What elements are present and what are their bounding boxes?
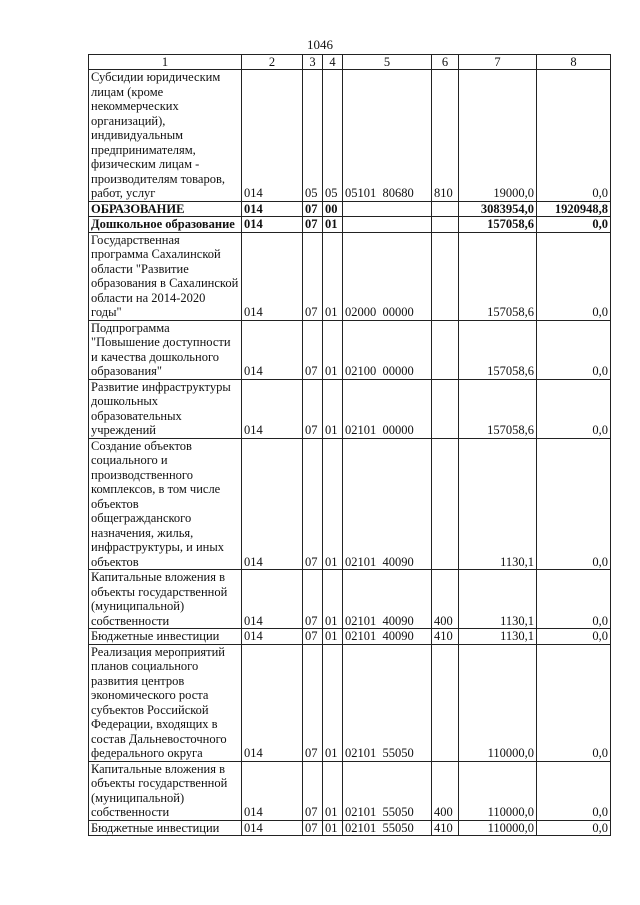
row-code-section: 07 — [303, 629, 323, 645]
row-code-expense-type — [432, 217, 459, 233]
row-name: Бюджетные инвестиции — [89, 629, 242, 645]
row-code-subsection: 01 — [323, 570, 343, 629]
table-row — [89, 379, 611, 438]
row-name: Реализация мероприятий планов социального развития центров экономического роста субъектов Российской Федерации, входящих в состав Дальневосточного федерального округа — [89, 644, 242, 761]
row-amount-total: 1130,1 — [459, 629, 537, 645]
table-row — [89, 217, 611, 233]
row-code-section: 05 — [303, 70, 323, 202]
row-code-subsection: 01 — [323, 629, 343, 645]
row-code-ministry: 014 — [242, 570, 303, 629]
row-amount-federal: 0,0 — [537, 438, 611, 570]
row-code-ministry: 014 — [242, 70, 303, 202]
row-code-subsection: 05 — [323, 70, 343, 202]
row-code-target-article: 02000 00000 — [343, 232, 432, 320]
row-name: Развитие инфраструктуры дошкольных образовательных учреждений — [89, 379, 242, 438]
table-row — [89, 201, 611, 217]
row-code-ministry: 014 — [242, 629, 303, 645]
table-row — [89, 761, 611, 820]
row-code-section: 07 — [303, 201, 323, 217]
row-amount-total: 1130,1 — [459, 438, 537, 570]
row-code-subsection: 01 — [323, 217, 343, 233]
row-code-target-article: 02101 00000 — [343, 379, 432, 438]
table-row — [89, 629, 611, 645]
row-code-expense-type: 810 — [432, 70, 459, 202]
row-code-ministry: 014 — [242, 201, 303, 217]
row-code-subsection: 01 — [323, 320, 343, 379]
column-header: 6 — [432, 55, 459, 70]
row-code-ministry: 014 — [242, 438, 303, 570]
row-amount-total: 3083954,0 — [459, 201, 537, 217]
table-row — [89, 820, 611, 836]
row-code-ministry: 014 — [242, 644, 303, 761]
row-code-section: 07 — [303, 379, 323, 438]
row-code-subsection: 01 — [323, 820, 343, 836]
row-amount-federal: 0,0 — [537, 570, 611, 629]
row-name: Капитальные вложения в объекты государственной (муниципальной) собственности — [89, 570, 242, 629]
row-code-expense-type — [432, 644, 459, 761]
row-code-target-article — [343, 201, 432, 217]
column-header: 7 — [459, 55, 537, 70]
row-amount-federal: 0,0 — [537, 70, 611, 202]
column-header: 8 — [537, 55, 611, 70]
row-name: Капитальные вложения в объекты государственной (муниципальной) собственности — [89, 761, 242, 820]
row-code-target-article — [343, 217, 432, 233]
row-name: ОБРАЗОВАНИЕ — [89, 201, 242, 217]
row-amount-total: 157058,6 — [459, 232, 537, 320]
row-code-ministry: 014 — [242, 820, 303, 836]
row-code-expense-type — [432, 201, 459, 217]
row-code-target-article: 02101 55050 — [343, 644, 432, 761]
row-code-ministry: 014 — [242, 320, 303, 379]
row-code-target-article: 02101 40090 — [343, 570, 432, 629]
row-code-target-article: 02101 40090 — [343, 629, 432, 645]
row-code-target-article: 02101 40090 — [343, 438, 432, 570]
row-amount-federal: 0,0 — [537, 761, 611, 820]
row-amount-total: 110000,0 — [459, 761, 537, 820]
table-row — [89, 570, 611, 629]
row-code-expense-type — [432, 379, 459, 438]
row-code-target-article: 02101 55050 — [343, 820, 432, 836]
row-code-target-article: 02101 55050 — [343, 761, 432, 820]
row-name: Дошкольное образование — [89, 217, 242, 233]
table-row — [89, 644, 611, 761]
row-amount-federal: 0,0 — [537, 644, 611, 761]
row-code-section: 07 — [303, 320, 323, 379]
row-code-section: 07 — [303, 232, 323, 320]
row-code-section: 07 — [303, 644, 323, 761]
row-code-ministry: 014 — [242, 217, 303, 233]
row-name: Государственная программа Сахалинской области "Развитие образования в Сахалинской области на 2014-2020 годы" — [89, 232, 242, 320]
row-amount-federal: 0,0 — [537, 820, 611, 836]
row-amount-total: 19000,0 — [459, 70, 537, 202]
row-name: Создание объектов социального и производственного комплексов, в том числе объектов общегражданского назначения, жилья, инфраструктуры, и иных объектов — [89, 438, 242, 570]
row-code-section: 07 — [303, 820, 323, 836]
row-amount-federal: 0,0 — [537, 379, 611, 438]
column-header: 2 — [242, 55, 303, 70]
row-name: Субсидии юридическим лицам (кроме некоммерческих организаций), индивидуальным предпринимателям, физическим лицам - производителям товаров, работ, услуг — [89, 70, 242, 202]
row-code-expense-type: 400 — [432, 570, 459, 629]
row-code-ministry: 014 — [242, 379, 303, 438]
row-code-subsection: 01 — [323, 232, 343, 320]
row-code-section: 07 — [303, 217, 323, 233]
row-code-section: 07 — [303, 570, 323, 629]
row-amount-total: 157058,6 — [459, 217, 537, 233]
row-code-subsection: 01 — [323, 644, 343, 761]
row-code-expense-type — [432, 232, 459, 320]
row-amount-federal: 1920948,8 — [537, 201, 611, 217]
row-code-expense-type: 410 — [432, 820, 459, 836]
row-code-target-article: 05101 80680 — [343, 70, 432, 202]
column-header: 5 — [343, 55, 432, 70]
row-code-subsection: 01 — [323, 438, 343, 570]
row-amount-total: 157058,6 — [459, 379, 537, 438]
row-code-section: 07 — [303, 761, 323, 820]
row-name: Бюджетные инвестиции — [89, 820, 242, 836]
row-code-expense-type: 400 — [432, 761, 459, 820]
row-amount-total: 157058,6 — [459, 320, 537, 379]
column-header: 3 — [303, 55, 323, 70]
row-amount-total: 110000,0 — [459, 820, 537, 836]
row-code-subsection: 01 — [323, 761, 343, 820]
column-header: 1 — [89, 55, 242, 70]
row-code-expense-type: 410 — [432, 629, 459, 645]
row-name: Подпрограмма "Повышение доступности и качества дошкольного образования" — [89, 320, 242, 379]
budget-table — [88, 54, 611, 836]
row-amount-federal: 0,0 — [537, 629, 611, 645]
row-code-target-article: 02100 00000 — [343, 320, 432, 379]
row-amount-federal: 0,0 — [537, 232, 611, 320]
row-amount-total: 110000,0 — [459, 644, 537, 761]
row-code-subsection: 01 — [323, 379, 343, 438]
table-row — [89, 232, 611, 320]
row-code-ministry: 014 — [242, 761, 303, 820]
page-number: 1046 — [307, 37, 333, 52]
table-row — [89, 320, 611, 379]
row-code-section: 07 — [303, 438, 323, 570]
table-header-row — [89, 55, 611, 70]
column-header: 4 — [323, 55, 343, 70]
table-row — [89, 70, 611, 202]
row-code-expense-type — [432, 320, 459, 379]
row-amount-federal: 0,0 — [537, 217, 611, 233]
row-amount-federal: 0,0 — [537, 320, 611, 379]
row-code-expense-type — [432, 438, 459, 570]
table-row — [89, 438, 611, 570]
row-code-subsection: 00 — [323, 201, 343, 217]
row-code-ministry: 014 — [242, 232, 303, 320]
row-amount-total: 1130,1 — [459, 570, 537, 629]
